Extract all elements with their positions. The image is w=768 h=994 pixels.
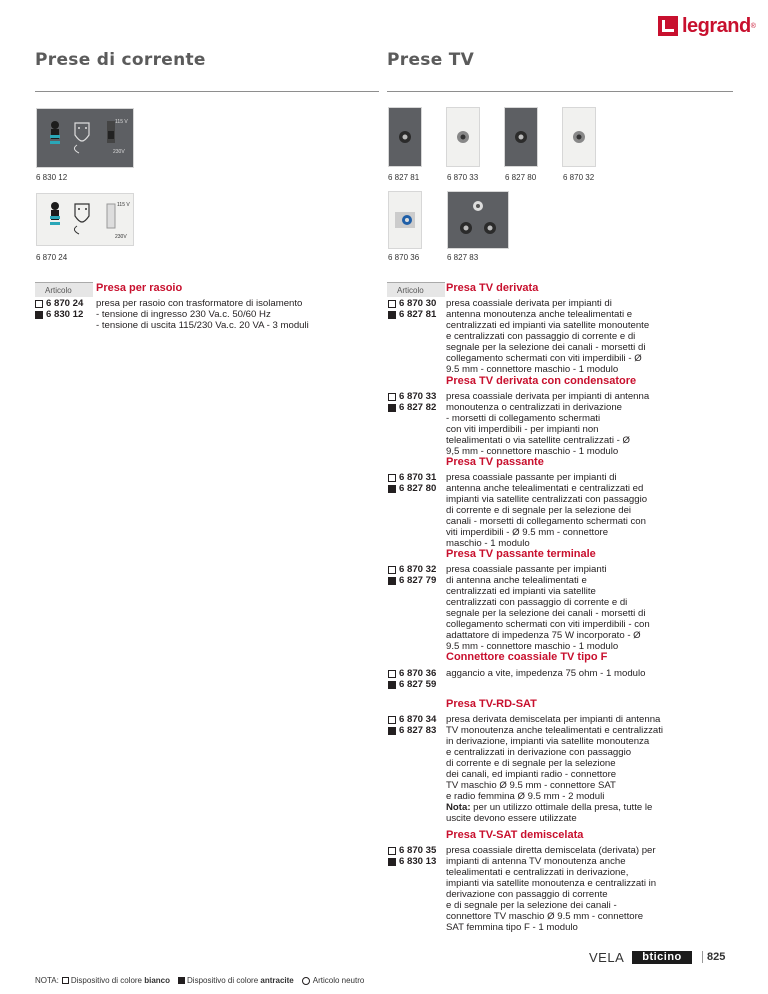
desc-line: uscite devono essere utilizzate [446,813,577,824]
article-code-dark: 6 827 80 [399,483,437,494]
desc-line: antenna anche telealimentati e centralizzati ed [446,483,644,494]
logo-text: legrand [682,14,751,37]
desc-line: maschio - 1 modulo [446,538,530,549]
white-square-icon [62,977,69,984]
desc-line: di antenna anche telealimentati e [446,575,587,586]
article-code-white: 6 870 33 [399,391,437,402]
series-name: VELA [589,950,625,965]
desc-line: - tensione di uscita 115/230 Va.c. 20 VA - 3 moduli [96,320,309,331]
desc-line: e centralizzati con passaggio di corrente e di [446,331,636,342]
voltage-mark-115-white: 115 V [117,202,130,208]
desc-line: centralizzati ed impianti via satellite [446,586,596,597]
legend-white-bold: bianco [144,976,171,985]
article-codes [388,845,436,867]
desc-line: di corrente e di segnale per la selezione dei [446,505,632,516]
desc-line: presa per rasoio con trasformatore di isolamento [96,298,303,309]
desc-line: derivazione con passaggio di corrente [446,889,608,900]
legrand-logo [658,15,756,37]
desc-line: canali - morsetti di collegamento schermati con [446,516,646,527]
desc-line: SAT femmina tipo F - 1 modulo [446,922,578,933]
desc-line: 9.5 mm - connettore maschio - 1 modulo [446,364,619,375]
product-image-tv-rd-sat [447,191,509,249]
product-code-label: 6 870 33 [447,173,479,182]
coax-socket-icon [447,108,479,166]
coax-socket-icon [505,108,537,166]
white-square-icon [35,300,43,308]
white-square-icon [388,300,396,308]
tv-rd-sat-icon [448,192,508,248]
black-square-icon [388,681,396,689]
product-description [446,298,649,375]
product-title: Connettore coassiale TV tipo F [446,651,608,663]
desc-line: TV maschio Ø 9.5 mm - connettore SAT [446,780,616,791]
page-number: 825 [702,951,725,963]
legrand-logo-icon [658,16,678,36]
desc-line: connettore TV maschio Ø 9.5 mm - connettore [446,911,644,922]
article-code-dark: 6 827 81 [399,309,437,320]
article-code-white: 6 870 30 [399,298,437,309]
product-description [446,564,650,652]
product-title: Presa TV-RD-SAT [446,698,537,710]
product-description [446,668,645,679]
product-image-tv-passante-dark [504,107,538,167]
legend-white-label: Dispositivo di colore [70,976,145,985]
desc-line: telealimentati o via satellite centralizzati - Ø [446,435,630,446]
desc-line: dei canali, ed impianti radio - connettore [446,769,617,780]
product-code-label: 6 870 32 [563,173,595,182]
article-code-dark: 6 827 59 [399,679,437,690]
desc-line: e centralizzati in derivazione con passaggio [446,747,632,758]
desc-line: - morsetti di collegamento schermati [446,413,601,424]
desc-line: viti imperdibili - Ø 9.5 mm - connettore [446,527,609,538]
article-code-dark: 6 827 83 [399,725,437,736]
article-code-dark: 6 830 13 [399,856,437,867]
product-description [446,714,663,824]
product-code-label: 6 830 12 [36,173,68,182]
desc-line: presa coassiale passante per impianti di [446,472,617,483]
white-square-icon [388,474,396,482]
circle-icon [302,977,310,985]
product-title: Presa TV derivata con condensatore [446,375,637,387]
legend-dark-bold: antracite [260,976,294,985]
desc-line: segnale per la selezione dei canali - morsetti di [446,342,646,353]
desc-line: presa derivata demiscelata per impianti di antenna [446,714,661,725]
desc-line: segnale per la selezione dei canali - morsetti di [446,608,646,619]
article-code-white: 6 870 35 [399,845,437,856]
f-connector-icon [389,192,421,248]
desc-line: telealimentati e centralizzati in derivazione, [446,867,629,878]
section-title-left: Prese di corrente [35,50,206,70]
product-code-label: 6 870 24 [36,253,68,262]
article-code-white: 6 870 32 [399,564,437,575]
desc-line: centralizzati ed impianti via satellite monoutente [446,320,650,331]
desc-line: - tensione di ingresso 230 Va.c. 50/60 Hz [96,309,271,320]
voltage-mark-230-white: 230V [115,234,127,240]
white-square-icon [388,393,396,401]
article-codes [388,298,436,320]
footer-note [35,976,364,985]
product-code-label: 6 827 80 [505,173,537,182]
desc-line: presa coassiale derivata per impianti di [446,298,612,309]
article-code-dark: 6 830 12 [46,309,84,320]
desc-line: impianti via satellite monoutenza e centralizzati in [446,878,657,889]
note-text: per un utilizzo ottimale della presa, tutte le [470,802,653,813]
desc-line: 9,5 mm - connettore maschio - 1 modulo [446,446,619,457]
white-square-icon [388,566,396,574]
desc-line: e radio femmina Ø 9.5 mm - 2 moduli [446,791,605,802]
desc-line: collegamento schermati con viti imperdibili - con [446,619,650,630]
black-square-icon [388,485,396,493]
product-description [446,472,647,549]
desc-line: con viti imperdibili - per impianti non [446,424,599,435]
black-square-icon [388,858,396,866]
product-title: Presa per rasoio [96,282,183,294]
registered-mark: ® [750,22,756,30]
articolo-label-left: Articolo [35,282,93,297]
product-description [446,845,656,933]
product-image-f-connector [388,191,422,249]
voltage-mark-115: 115 V [115,119,128,125]
product-title: Presa TV passante terminale [446,548,596,560]
article-codes [388,564,436,586]
black-square-icon [388,577,396,585]
desc-line: impianti di antenna TV monoutenza anche [446,856,626,867]
article-code-white: 6 870 31 [399,472,437,483]
desc-line: e di segnale per la selezione dei canali - [446,900,617,911]
article-code-dark: 6 827 79 [399,575,437,586]
article-codes [388,391,436,413]
desc-line: 9.5 mm - connettore maschio - 1 modulo [446,641,619,652]
white-square-icon [388,847,396,855]
product-image-razor-dark [36,108,134,168]
desc-line: presa coassiale diretta demiscelata (derivata) per [446,845,656,856]
desc-line: presa coassiale passante per impianti [446,564,607,575]
desc-line: antenna monoutenza anche telealimentati e [446,309,633,320]
desc-line: centralizzati con passaggio di corrente e di [446,597,628,608]
product-code-label: 6 870 36 [388,253,420,262]
product-title: Presa TV passante [446,456,544,468]
article-codes [388,668,436,690]
bticino-logo: bticino [632,951,692,964]
voltage-mark-230: 230V [113,149,125,155]
coax-socket-icon [563,108,595,166]
desc-line: collegamento schermati con viti imperdibili - Ø [446,353,642,364]
rule-right [387,91,733,92]
article-code-dark: 6 827 82 [399,402,437,413]
desc-line: impianti via satellite centralizzati con passaggio [446,494,648,505]
legend-dark-label: Dispositivo di colore [187,976,261,985]
note-prefix: NOTA: [35,976,59,985]
article-code-white: 6 870 36 [399,668,437,679]
black-square-icon [388,404,396,412]
product-description [446,391,649,457]
articolo-label-right: Articolo [387,282,445,297]
legend-neutral-label: Articolo neutro [312,976,365,985]
article-codes [388,714,436,736]
product-image-tv-white [446,107,480,167]
white-square-icon [388,716,396,724]
black-square-icon [388,727,396,735]
desc-line: in derivazione, impianti via satellite monoutenza [446,736,650,747]
product-code-label: 6 827 83 [447,253,479,262]
desc-line: di corrente e di segnale per la selezione [446,758,616,769]
coax-socket-icon [389,108,421,166]
rule-left [35,91,379,92]
white-square-icon [388,670,396,678]
product-title: Presa TV-SAT demiscelata [446,829,584,841]
article-code-white: 6 870 24 [46,298,84,309]
black-square-icon [178,977,185,984]
desc-line: presa coassiale derivata per impianti di antenna [446,391,650,402]
product-image-tv-dark [388,107,422,167]
black-square-icon [388,311,396,319]
product-title: Presa TV derivata [446,282,539,294]
article-code-white: 6 870 34 [399,714,437,725]
desc-line: monoutenza o centralizzati in derivazione [446,402,622,413]
article-codes [35,298,83,320]
black-square-icon [35,311,43,319]
desc-line: aggancio a vite, impedenza 75 ohm - 1 modulo [446,668,646,679]
product-description [96,298,309,331]
note-line [446,802,663,813]
desc-line: TV monoutenza anche telealimentati e centralizzati [446,725,664,736]
article-codes [388,472,436,494]
razor-socket-icon [37,109,133,167]
desc-line: adattatore di impedenza 75 W incorporato - Ø [446,630,641,641]
note-label: Nota: [446,802,471,813]
section-title-right: Prese TV [387,50,475,70]
product-code-label: 6 827 81 [388,173,420,182]
product-image-tv-terminale-white [562,107,596,167]
product-image-razor-white [36,193,134,246]
